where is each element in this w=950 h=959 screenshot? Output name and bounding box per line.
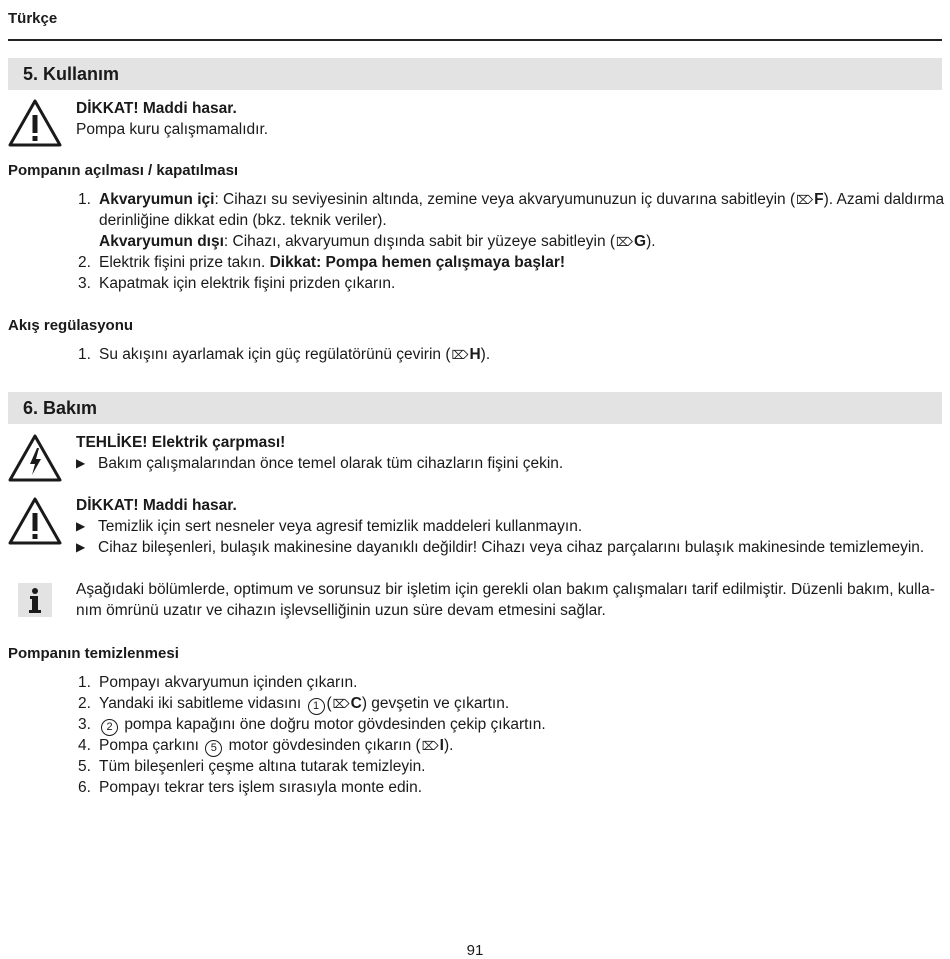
page-number: 91: [466, 942, 484, 959]
item-text: ) gevşetin ve çıkartın.: [361, 695, 510, 712]
list-item: [78, 672, 357, 693]
warning-title: DİKKAT! Maddi hasar.: [76, 100, 237, 117]
section-5-header: [8, 58, 942, 90]
bullet-text: Cihaz bileşenleri, bulaşık makinesine dayanıklı değildir! Cihazı veya cihaz parçalarını bulaşık makinesinde temizlemeyin.: [98, 539, 925, 556]
item-text: (: [326, 695, 332, 712]
subheading-flow-regulation: Akış regülasyonu: [8, 317, 134, 334]
reference-arrow-icon: ⌦: [616, 235, 634, 249]
reference-arrow-icon: ⌦: [332, 697, 350, 711]
bullet-triangle-icon: ▶: [76, 519, 86, 533]
list-number: 1.: [78, 674, 91, 691]
reference-arrow-icon: ⌦: [796, 193, 814, 207]
bullet-triangle-icon: ▶: [76, 456, 86, 470]
figure-ref: C: [350, 695, 362, 712]
bullet-item: [76, 537, 924, 558]
list-item-sub: [99, 231, 656, 253]
list-number: 1.: [78, 346, 91, 363]
language-label: Türkçe: [8, 10, 58, 27]
item-text: ). Azami daldırma: [823, 191, 945, 208]
part-number-circle: 2: [101, 719, 118, 736]
list-item: [78, 189, 944, 211]
item-text: ).: [646, 233, 656, 250]
subheading-pump-cleaning: Pompanın temizlenmesi: [8, 645, 179, 662]
list-number: 4.: [78, 737, 91, 754]
item-text: pompa kapağını öne doğru motor gövdesinden çekip çıkartın.: [124, 716, 546, 733]
figure-ref: G: [634, 233, 647, 250]
figure-ref: H: [469, 346, 481, 363]
bullet-triangle-icon: ▶: [76, 540, 86, 554]
item-text: Pompa çarkını: [99, 737, 199, 754]
info-text-line1: Aşağıdaki bölümlerde, optimum ve sorunsuz bir işletim için gerekli olan bakım çalışmaları tarif edilmiştir. Düzenli bakım, kulla-: [76, 581, 935, 598]
warning-icon: [8, 496, 62, 546]
caution-title: DİKKAT! Maddi hasar.: [76, 497, 237, 514]
item-text: Yandaki iki sabitleme vidasını: [99, 695, 302, 712]
section-5-title: 5. Kullanım: [23, 64, 120, 84]
list-number: 2.: [78, 695, 91, 712]
list-item: [78, 735, 453, 757]
list-item: [78, 777, 422, 798]
item-text: Pompayı tekrar ters işlem sırasıyla monte edin.: [99, 779, 423, 796]
danger-title: TEHLİKE! Elektrik çarpması!: [76, 434, 286, 451]
item-text: : Cihazı, akvaryumun dışında sabit bir yüzeye sabitleyin (: [223, 233, 616, 250]
reference-arrow-icon: ⌦: [421, 739, 439, 753]
list-number: 6.: [78, 779, 91, 796]
list-item: [78, 344, 490, 366]
bullet-text: Bakım çalışmalarından önce temel olarak tüm cihazların fişini çekin.: [98, 455, 564, 472]
list-number: 1.: [78, 191, 91, 208]
bullet-text: Temizlik için sert nesneler veya agresif temizlik maddeleri kullanmayın.: [98, 518, 583, 535]
item-bold: Dikkat: Pompa hemen çalışmaya başlar!: [269, 254, 566, 271]
item-text: Pompayı akvaryumun içinden çıkarın.: [99, 674, 358, 691]
list-item: [78, 693, 509, 715]
section-6-title: 6. Bakım: [23, 398, 98, 418]
reference-arrow-icon: ⌦: [451, 348, 469, 362]
item-text: Kapatmak için elektrik fişini prizden çıkarın.: [99, 275, 396, 292]
list-number: 2.: [78, 254, 91, 271]
list-item: [78, 252, 565, 273]
list-item: [78, 273, 395, 294]
section-6-header: [8, 392, 942, 424]
part-number-circle: 5: [205, 740, 222, 757]
item-text-line2: derinliğine dikkat edin (bkz. teknik veriler).: [99, 212, 387, 229]
list-item: [78, 714, 546, 736]
item-text: ).: [443, 737, 454, 754]
list-number: 3.: [78, 716, 91, 733]
figure-ref: I: [439, 737, 444, 754]
item-text: Tüm bileşenleri çeşme altına tutarak temizleyin.: [99, 758, 426, 775]
warning-icon: [8, 98, 62, 148]
item-text: ).: [480, 346, 491, 363]
item-text: Elektrik fişini prize takın.: [99, 254, 270, 271]
item-text: motor gövdesinden çıkarın (: [228, 737, 421, 754]
item-text: Su akışını ayarlamak için güç regülatörünü çevirin (: [99, 346, 451, 363]
part-number-circle: 1: [308, 698, 325, 715]
electric-shock-warning-icon: [8, 433, 62, 483]
figure-ref: F: [814, 191, 824, 208]
header-rule: [8, 39, 942, 41]
info-text-line2: nım ömrünü uzatır ve cihazın işlevselliğinin uzun süre devam etmesini sağlar.: [76, 602, 606, 619]
list-item: [78, 756, 426, 777]
item-bold: Akvaryumun dışı: [99, 233, 224, 250]
bullet-item: [76, 516, 582, 537]
subheading-pump-on-off: Pompanın açılması / kapatılması: [8, 162, 239, 179]
item-bold: Akvaryumun içi: [99, 191, 215, 208]
info-icon: [18, 583, 52, 617]
list-number: 3.: [78, 275, 91, 292]
warning-text: Pompa kuru çalışmamalıdır.: [76, 121, 269, 138]
list-number: 5.: [78, 758, 91, 775]
bullet-item: [76, 453, 563, 474]
item-text: : Cihazı su seviyesinin altında, zemine veya akvaryumunuzun iç duvarına sabitleyin (: [214, 191, 796, 208]
